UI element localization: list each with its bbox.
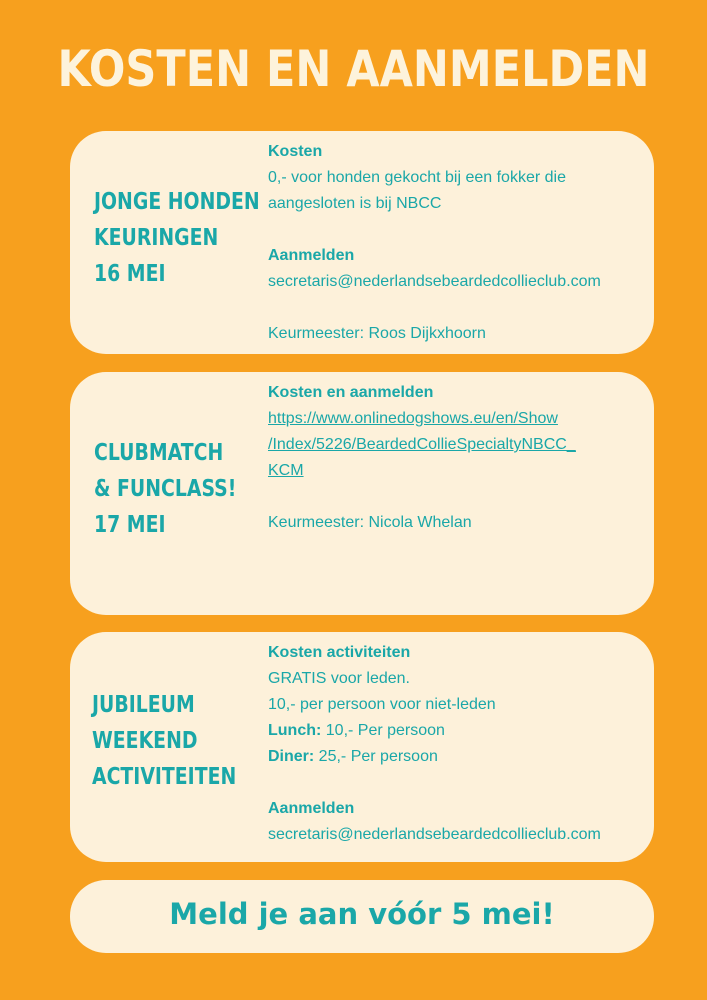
show-link[interactable]: [268, 406, 642, 484]
lunch-line: [268, 718, 642, 744]
signup-email[interactable]: secretaris@nederlandsebeardedcollieclub.com: [268, 273, 601, 290]
judge-text: Keurmeester: Roos Dijkxhoorn: [268, 325, 486, 342]
card-clubmatch: [70, 372, 654, 615]
signup-label: Aanmelden: [268, 800, 355, 817]
cost-text: aangesloten is bij NBCC: [268, 195, 442, 212]
judge-text: Keurmeester: Nicola Whelan: [268, 514, 472, 531]
page-title: KOSTEN EN AANMELDEN: [57, 40, 650, 98]
cost-text: 0,- voor honden gekocht bij een fokker die: [268, 169, 566, 186]
card-jubileum: [70, 632, 654, 862]
heading-line: ACTIVITEITEN: [92, 764, 237, 790]
signup-label: Aanmelden: [268, 247, 355, 264]
deadline-text: Meld je aan vóór 5 mei!: [169, 897, 555, 931]
dinner-line: [268, 744, 642, 770]
lunch-label: Lunch:: [268, 722, 322, 739]
heading-line: JUBILEUM: [92, 692, 195, 718]
cost-label: Kosten activiteiten: [268, 644, 411, 661]
heading-line: 16 MEI: [94, 261, 166, 287]
card-heading: [92, 687, 236, 795]
heading-line: KEURINGEN: [94, 225, 219, 251]
heading-line: JONGE HONDEN: [94, 189, 260, 215]
card-body: [268, 640, 642, 848]
card-body: [268, 139, 642, 347]
heading-line: WEEKEND: [92, 728, 198, 754]
nonmembers-text: 10,- per persoon voor niet-leden: [268, 696, 496, 713]
members-text: GRATIS voor leden.: [268, 670, 410, 687]
heading-line: & FUNCLASS!: [94, 476, 237, 502]
link-line[interactable]: KCM: [268, 462, 304, 479]
link-line[interactable]: /Index/5226/BeardedCollieSpecialtyNBCC_: [268, 436, 576, 453]
dinner-text: 25,- Per persoon: [314, 748, 438, 765]
card-jonge-honden: [70, 131, 654, 354]
card-heading: [94, 435, 236, 543]
link-line[interactable]: https://www.onlinedogshows.eu/en/Show: [268, 410, 558, 427]
card-heading: [94, 184, 260, 292]
cost-label: Kosten: [268, 143, 323, 160]
card-body: [268, 380, 642, 536]
heading-line: 17 MEI: [94, 512, 166, 538]
heading-line: CLUBMATCH: [94, 440, 224, 466]
deadline-banner: [70, 880, 654, 953]
cost-signup-label: Kosten en aanmelden: [268, 384, 434, 401]
signup-email[interactable]: secretaris@nederlandsebeardedcollieclub.com: [268, 826, 601, 843]
dinner-label: Diner:: [268, 748, 315, 765]
lunch-text: 10,- Per persoon: [321, 722, 445, 739]
